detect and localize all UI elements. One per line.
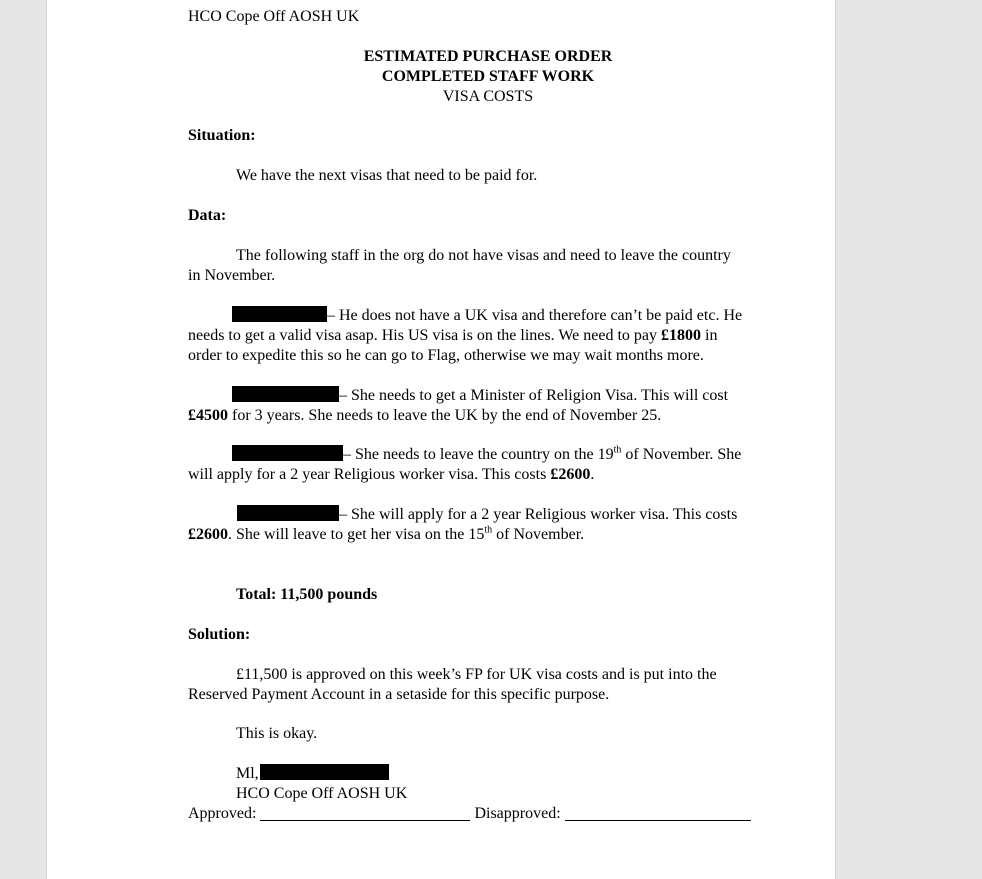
staff-item-4-line-1: – She will apply for a 2 year Religious worker visa. This costs [237,505,737,525]
document-page [46,0,836,879]
data-intro-line-2: in November. [188,267,276,284]
staff-item-3-line-2: will apply for a 2 year Religious worker visa. This costs £2600. [188,466,595,483]
solution-line-2: Reserved Payment Account in a setaside for this specific purpose. [188,686,610,703]
redaction-bar [232,445,343,461]
solution-heading: Solution: [188,626,251,643]
redaction-bar [232,306,327,322]
staff-item-3-line-1: – She needs to leave the country on the 19th of November. She [232,445,741,465]
closing-ml: Ml, [236,764,389,784]
title-line-1: ESTIMATED PURCHASE ORDER [363,48,613,65]
closing-org-line: HCO Cope Off AOSH UK [236,785,408,802]
staff-item-1-line-3: order to expedite this so he can go to Flag, otherwise we may wait months more. [188,347,704,364]
title-line-3: VISA COSTS [442,88,534,105]
closing-okay: This is okay. [236,725,318,742]
redaction-bar [237,505,339,521]
data-intro-line-1: The following staff in the org do not have visas and need to leave the country [236,247,731,264]
solution-line-1: £11,500 is approved on this week’s FP for UK visa costs and is put into the [236,666,717,683]
disapproved-label: Disapproved: [474,805,561,822]
staff-item-2-line-1: – She needs to get a Minister of Religion Visa. This will cost [232,386,728,406]
situation-heading: Situation: [188,127,256,144]
title-line-2: COMPLETED STAFF WORK [381,68,595,85]
approved-signature-blank [260,804,470,821]
redaction-bar [260,764,389,780]
disapproved-signature-blank [565,804,751,821]
staff-item-1-line-2: needs to get a valid visa asap. His US visa is on the lines. We need to pay £1800 in [188,327,718,344]
approval-line [188,804,751,824]
staff-item-1-line-1: – He does not have a UK visa and therefore can’t be paid etc. He [232,306,742,326]
staff-item-4-line-2: £2600. She will leave to get her visa on the 15th of November. [188,524,585,543]
redaction-bar [232,386,339,402]
header-org-line: HCO Cope Off AOSH UK [188,8,360,25]
situation-text: We have the next visas that need to be paid for. [236,167,538,184]
approved-label: Approved: [188,805,257,822]
data-heading: Data: [188,207,227,224]
staff-item-2-line-2: £4500 for 3 years. She needs to leave the UK by the end of November 25. [188,407,662,424]
total-line: Total: 11,500 pounds [236,586,378,603]
